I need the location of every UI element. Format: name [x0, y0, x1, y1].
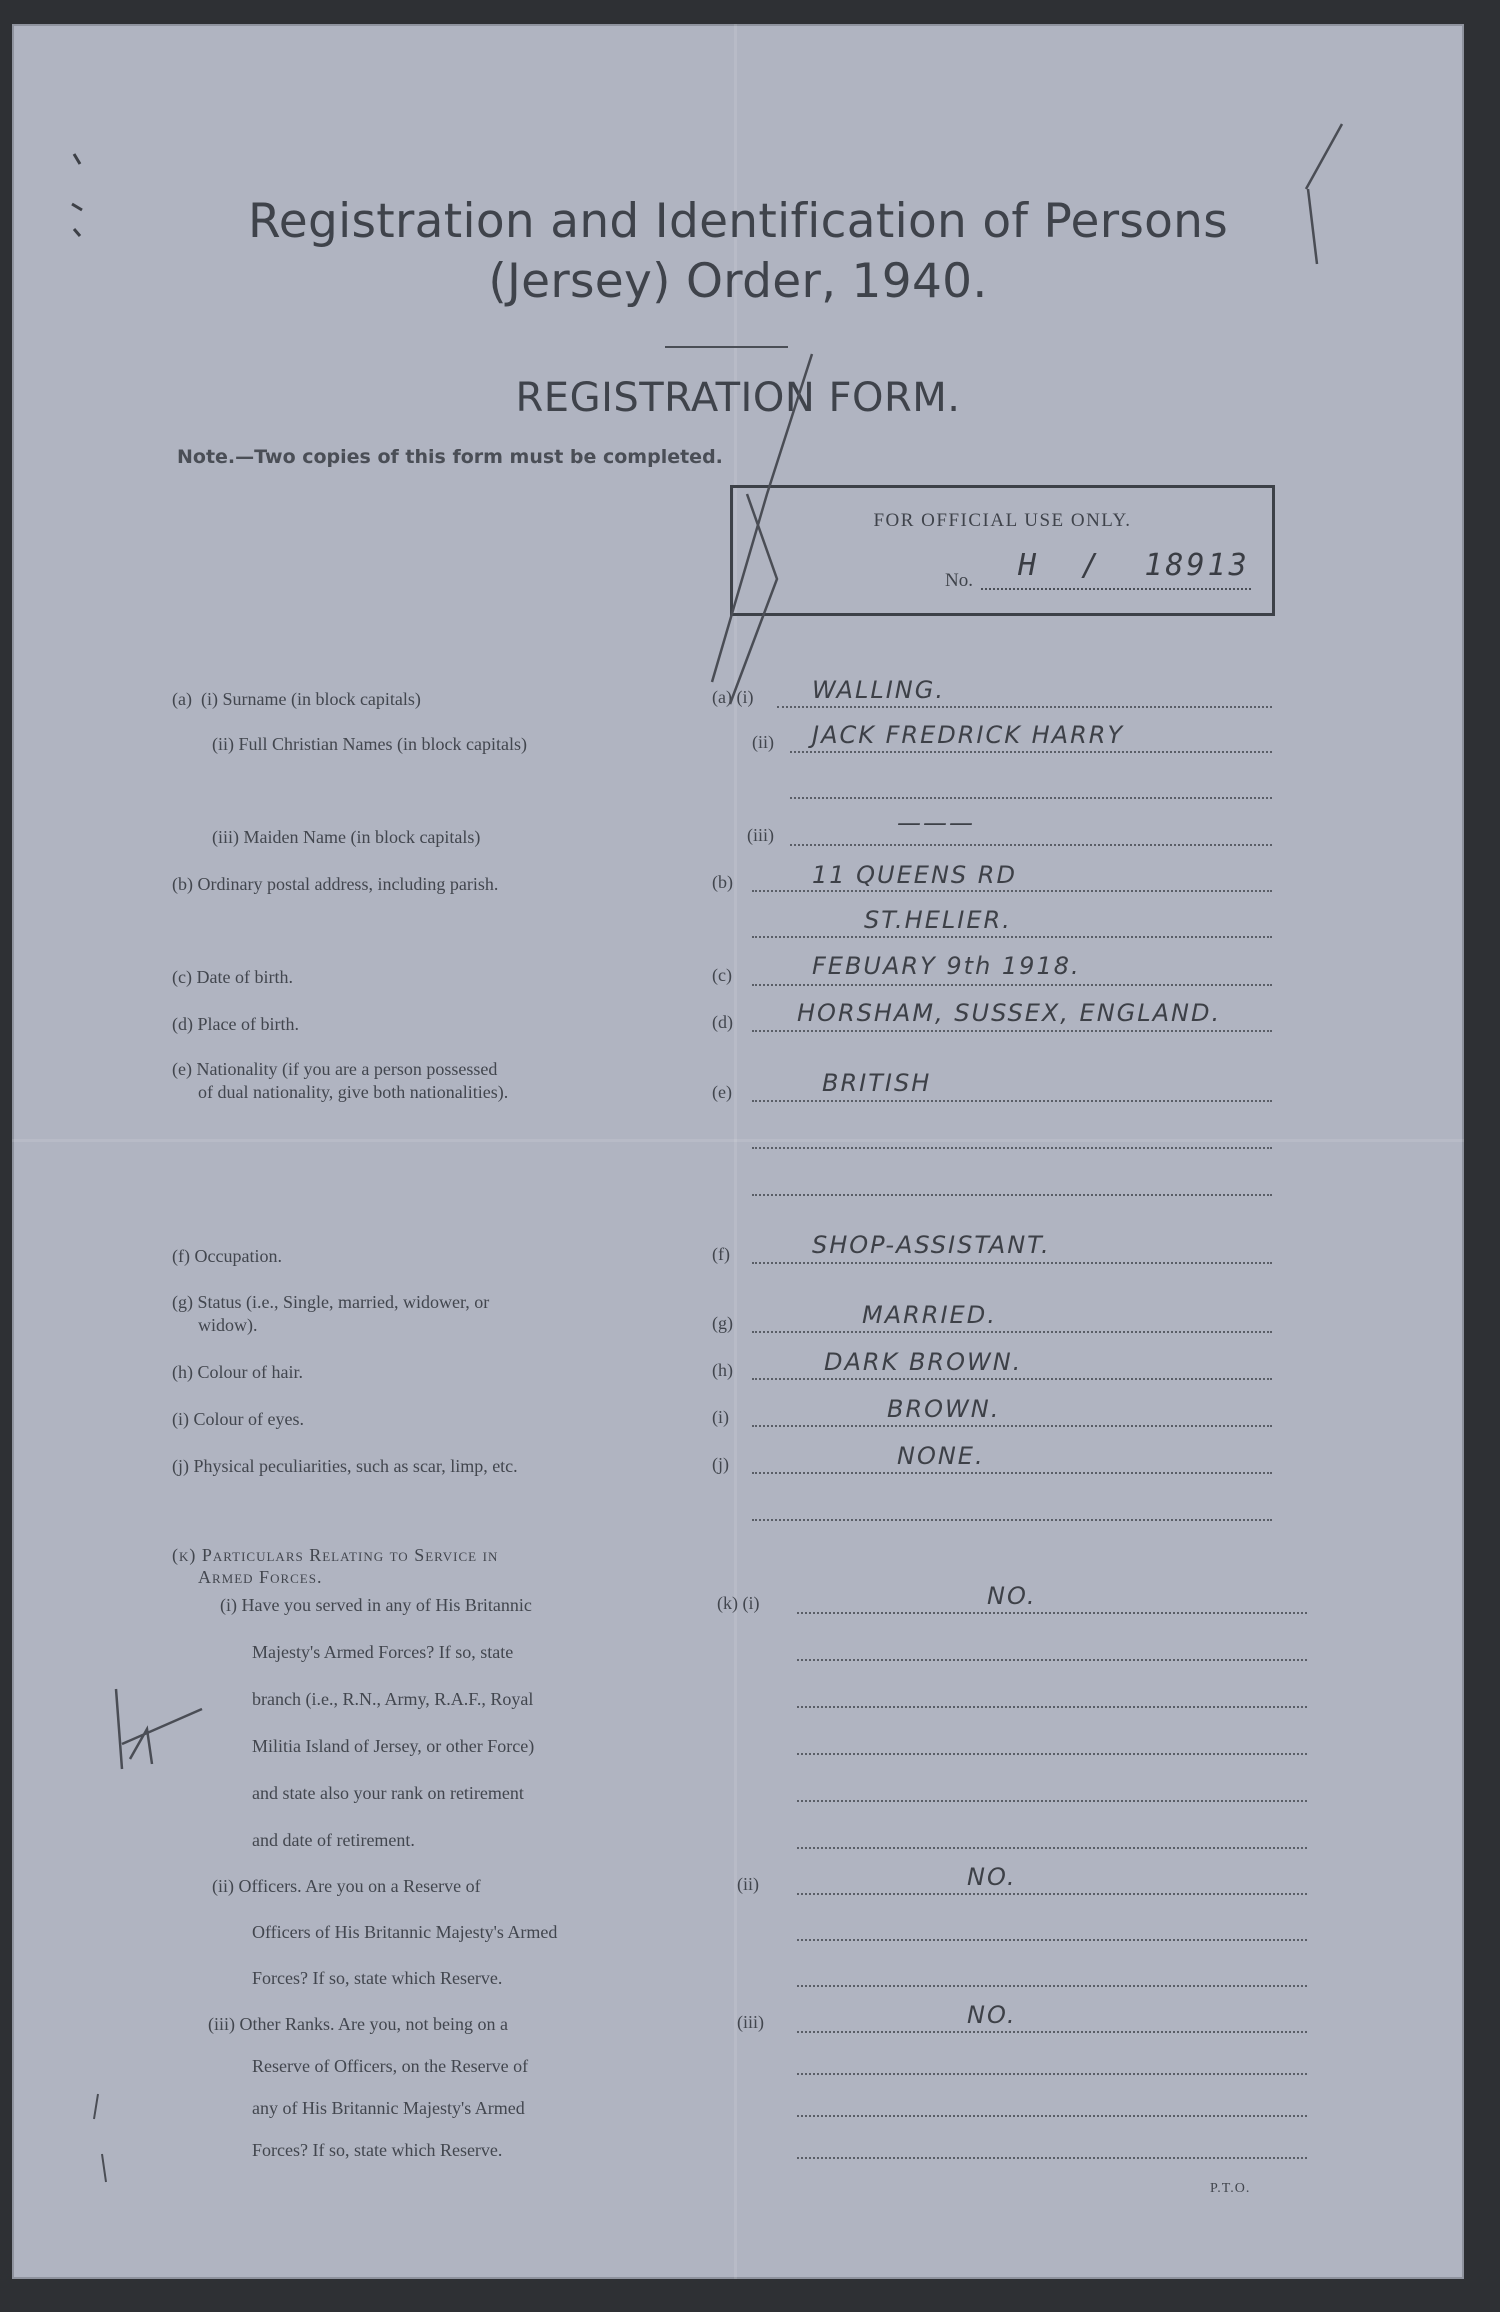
answer-occupation: SHOP-ASSISTANT. [812, 1231, 1051, 1259]
tag-e: (e) [712, 1082, 732, 1102]
label-christian-names: (ii) Full Christian Names (in block capitals) [212, 734, 527, 754]
label-k-i-5: and state also your rank on retirement [252, 1783, 524, 1803]
tag-d: (d) [712, 1012, 733, 1032]
label-status-2: widow). [198, 1315, 258, 1335]
label-k-iii-4: Forces? If so, state which Reserve. [252, 2140, 503, 2160]
label-k-i-4: Militia Island of Jersey, or other Force) [252, 1736, 535, 1756]
label-a-tag: (a) [172, 689, 192, 709]
answer-eye-colour: BROWN. [887, 1395, 1001, 1423]
label-surname-text: (i) Surname (in block capitals) [200, 689, 421, 709]
label-k-ii-2: Officers of His Britannic Majesty's Armed [252, 1922, 558, 1942]
answer-k-iii: NO. [967, 2001, 1017, 2029]
label-k-ii-1: (ii) Officers. Are you on a Reserve of [212, 1876, 481, 1896]
label-maiden-name: (iii) Maiden Name (in block capitals) [212, 827, 481, 847]
form-title: REGISTRATION FORM. [515, 375, 961, 421]
tag-k-ii: (ii) [737, 1874, 759, 1894]
answer-nationality: BRITISH [822, 1069, 932, 1097]
answer-hair-colour: DARK BROWN. [824, 1348, 1023, 1376]
answer-date-of-birth: FEBUARY 9th 1918. [812, 952, 1081, 980]
label-date-of-birth: (c) Date of birth. [172, 967, 293, 987]
label-hair-colour: (h) Colour of hair. [172, 1362, 303, 1382]
tag-a-ii: (ii) [752, 732, 774, 752]
label-peculiarities: (j) Physical peculiarities, such as scar, limp, etc. [172, 1456, 518, 1476]
tag-f: (f) [712, 1244, 730, 1264]
official-number-value: H / 18913 [1018, 548, 1250, 583]
tag-j: (j) [712, 1454, 729, 1474]
label-k-iii-2: Reserve of Officers, on the Reserve of [252, 2056, 529, 2076]
label-k-i-2: Majesty's Armed Forces? If so, state [252, 1642, 514, 1662]
tag-a-iii: (iii) [747, 825, 774, 845]
form-sheet [12, 24, 1464, 2279]
label-k-i-3: branch (i.e., R.N., Army, R.A.F., Royal [252, 1689, 534, 1709]
answer-address-1: 11 QUEENS RD [812, 861, 1017, 889]
form-heading-line-2: (Jersey) Order, 1940. [488, 254, 988, 309]
label-occupation: (f) Occupation. [172, 1246, 282, 1266]
tag-g: (g) [712, 1313, 733, 1333]
label-eye-colour: (i) Colour of eyes. [172, 1409, 304, 1429]
tag-i: (i) [712, 1407, 729, 1427]
answer-peculiarities: NONE. [897, 1442, 985, 1470]
tag-c: (c) [712, 965, 732, 985]
label-k-ii-3: Forces? If so, state which Reserve. [252, 1968, 503, 1988]
answer-place-of-birth: HORSHAM, SUSSEX, ENGLAND. [797, 999, 1222, 1027]
label-k-i-1: (i) Have you served in any of His Britannic [220, 1595, 532, 1615]
label-nationality-2: of dual nationality, give both nationalities). [198, 1082, 509, 1102]
official-number-label: No. [945, 570, 973, 591]
answer-maiden-name: ——— [897, 809, 975, 837]
answer-christian-names: JACK FREDRICK HARRY [812, 721, 1125, 749]
answer-surname: WALLING. [812, 676, 945, 704]
label-postal-address: (b) Ordinary postal address, including parish. [172, 874, 499, 894]
tag-b: (b) [712, 872, 733, 892]
pen-marks [12, 24, 1464, 2279]
label-nationality-1: (e) Nationality (if you are a person possessed [172, 1059, 498, 1079]
label-status-1: (g) Status (i.e., Single, married, widower, or [172, 1292, 490, 1312]
tag-a-i: (a) (i) [712, 687, 754, 707]
answer-k-i: NO. [987, 1582, 1037, 1610]
label-k-iii-3: any of His Britannic Majesty's Armed [252, 2098, 525, 2118]
form-heading-line-1: Registration and Identification of Persons [247, 194, 1229, 249]
please-turn-over: P.T.O. [1210, 2181, 1251, 2196]
label-k-iii-1: (iii) Other Ranks. Are you, not being on a [208, 2014, 508, 2034]
label-armed-forces-2: Armed Forces. [198, 1567, 323, 1587]
label-k-i-6: and date of retirement. [252, 1830, 415, 1850]
label-place-of-birth: (d) Place of birth. [172, 1014, 299, 1034]
tag-h: (h) [712, 1360, 733, 1380]
answer-address-2: ST.HELIER. [864, 906, 1012, 934]
label-armed-forces-1: (k) Particulars Relating to Service in [172, 1545, 499, 1565]
tag-k-i: (k) (i) [717, 1593, 760, 1613]
official-use-title: FOR OFFICIAL USE ONLY. [873, 510, 1132, 531]
answer-status: MARRIED. [862, 1301, 997, 1329]
form-note: Note.—Two copies of this form must be completed. [177, 446, 723, 468]
answer-k-ii: NO. [967, 1863, 1017, 1891]
tag-k-iii: (iii) [737, 2012, 764, 2032]
